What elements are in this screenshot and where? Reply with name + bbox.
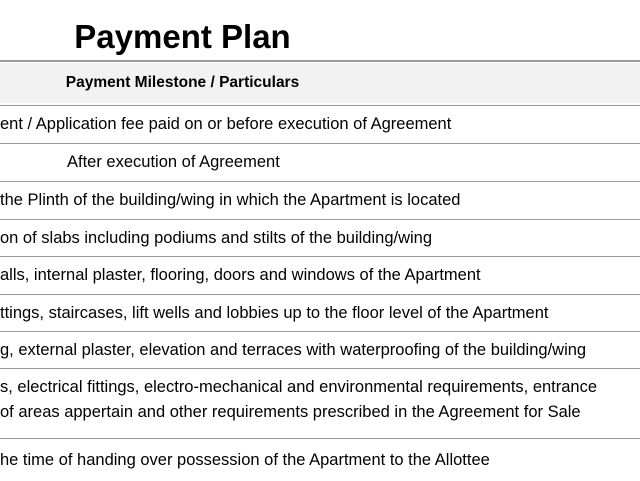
page-title: Payment Plan: [74, 18, 291, 55]
row-text: g, external plaster, elevation and terraces with waterproofing of the building/wing: [0, 341, 587, 359]
row-text: on of slabs including podiums and stilts of the building/wing: [0, 229, 433, 247]
table-row: [0, 294, 640, 331]
table-row: [0, 219, 640, 256]
row-text: After execution of Agreement: [67, 153, 280, 171]
table-header-row: [0, 63, 640, 103]
table-row: [0, 143, 640, 181]
row-text: s, electrical fittings, electro-mechanical and environmental requirements, entrance: [0, 378, 598, 396]
table-row: [0, 368, 640, 438]
table-row: [0, 105, 640, 143]
table-header-milestone: Payment Milestone / Particulars: [65, 74, 300, 91]
row-text: ent / Application fee paid on or before execution of Agreement: [0, 115, 452, 133]
row-text: ttings, staircases, lift wells and lobbies up to the floor level of the Apartment: [0, 304, 549, 322]
table-row: [0, 256, 640, 294]
title-divider: [0, 60, 640, 62]
row-text: he time of handing over possession of the Apartment to the Allottee: [0, 451, 490, 469]
row-text: the Plinth of the building/wing in which the Apartment is located: [0, 191, 461, 209]
table-row: [0, 331, 640, 368]
table-row: [0, 438, 640, 481]
row-text: alls, internal plaster, flooring, doors and windows of the Apartment: [0, 266, 481, 284]
table-row: [0, 181, 640, 219]
row-text-line-2: of areas appertain and other requirements prescribed in the Agreement for Sale: [0, 403, 581, 421]
